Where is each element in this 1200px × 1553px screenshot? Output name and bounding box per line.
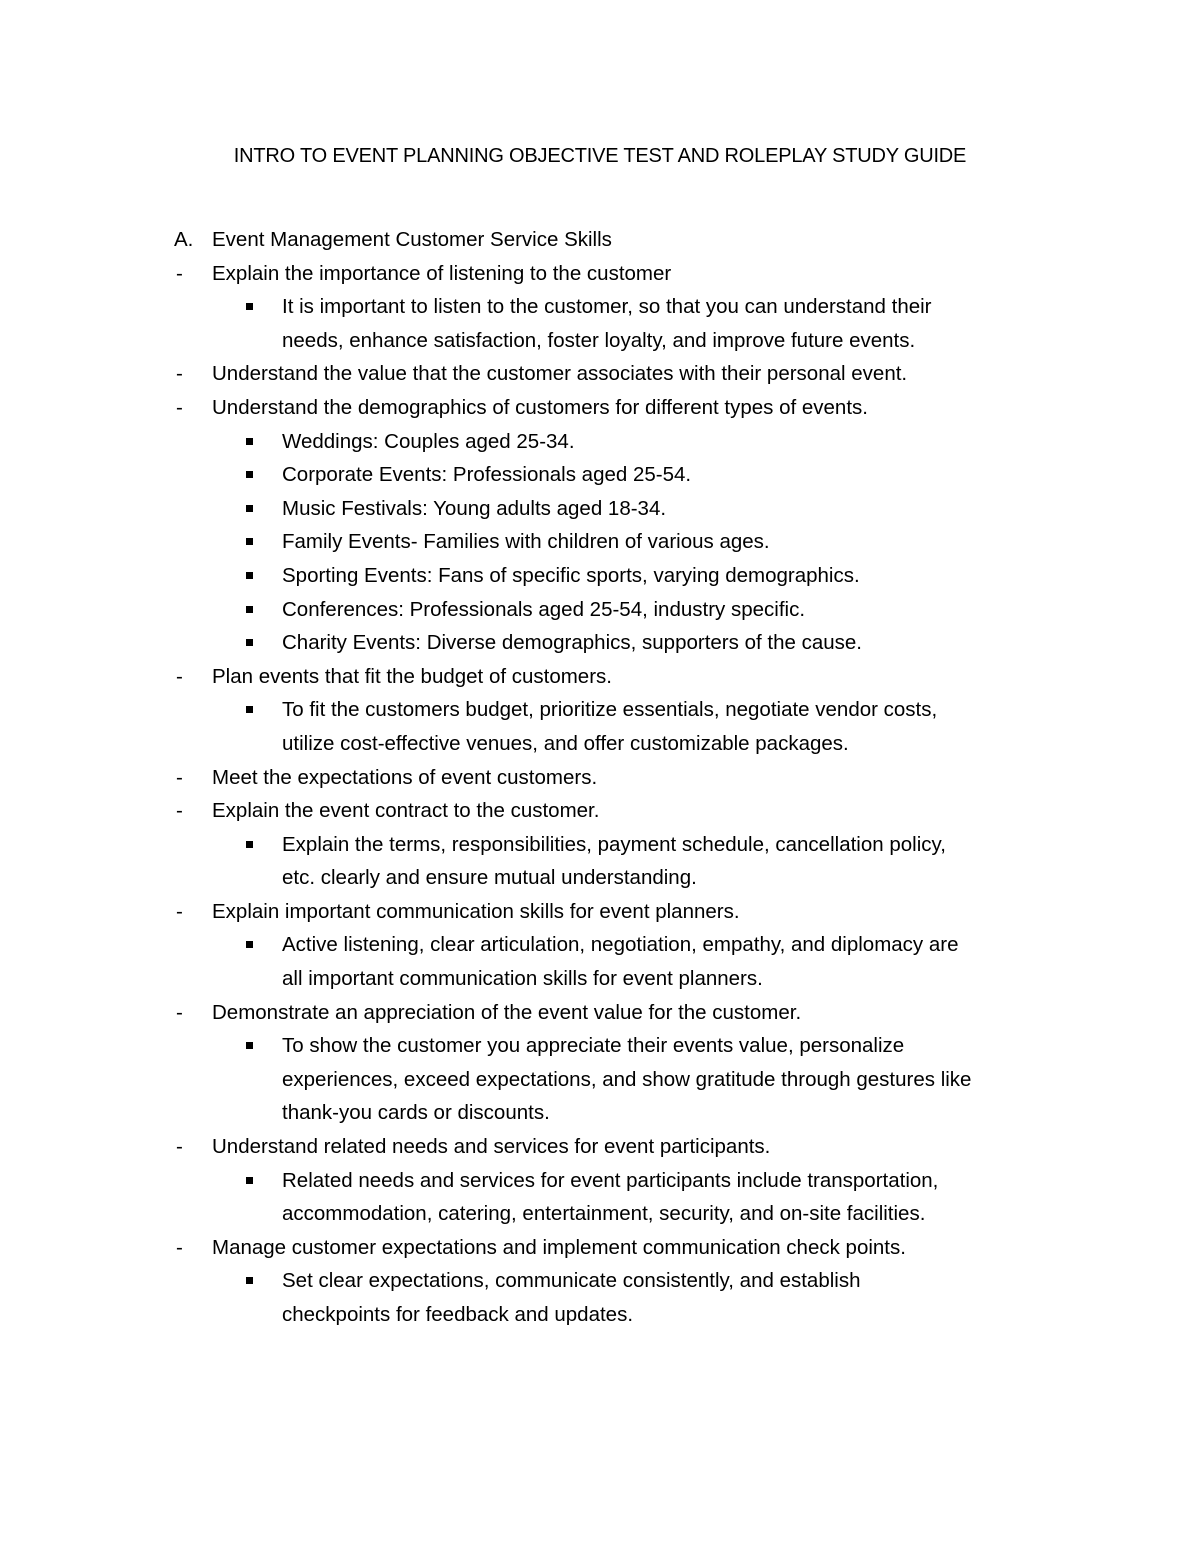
sub-item-continuation xyxy=(0,727,1200,761)
sub-item xyxy=(0,290,1200,324)
sub-item-text: Explain the terms, responsibilities, payment schedule, cancellation policy, xyxy=(282,832,946,856)
square-bullet-icon xyxy=(246,606,253,613)
list-item xyxy=(0,1130,1200,1164)
sub-item-text: accommodation, catering, entertainment, security, and on-site facilities. xyxy=(282,1202,926,1226)
sub-item-text: Active listening, clear articulation, negotiation, empathy, and diplomacy are xyxy=(282,933,959,957)
sub-item-continuation xyxy=(0,1298,1200,1332)
list-item-text: Explain the event contract to the customer. xyxy=(212,799,600,823)
square-bullet-icon xyxy=(246,572,253,579)
dash-marker: - xyxy=(176,1235,183,1259)
dash-marker: - xyxy=(176,799,183,823)
list-item-text: Understand the demographics of customers for different types of events. xyxy=(212,395,868,419)
square-bullet-icon xyxy=(246,941,253,948)
list-item-text: Explain important communication skills for event planners. xyxy=(212,899,740,923)
dash-marker: - xyxy=(176,261,183,285)
list-item-text: Manage customer expectations and implement communication check points. xyxy=(212,1235,906,1259)
sub-item-text: To fit the customers budget, prioritize essentials, negotiate vendor costs, xyxy=(282,698,938,722)
list-item xyxy=(0,794,1200,828)
sub-item-text: utilize cost-effective venues, and offer customizable packages. xyxy=(282,731,849,755)
list-item xyxy=(0,257,1200,291)
sub-item xyxy=(0,593,1200,627)
list-item xyxy=(0,996,1200,1030)
dash-marker: - xyxy=(176,664,183,688)
sub-item xyxy=(0,492,1200,526)
section-heading: Event Management Customer Service Skills xyxy=(212,228,612,251)
sub-item-continuation xyxy=(0,1197,1200,1231)
sub-item xyxy=(0,525,1200,559)
sub-item-continuation xyxy=(0,1096,1200,1130)
sub-item-text: Related needs and services for event participants include transportation, xyxy=(282,1168,939,1192)
list-item-text: Understand the value that the customer associates with their personal event. xyxy=(212,362,908,386)
square-bullet-icon xyxy=(246,438,253,445)
list-item-text: Demonstrate an appreciation of the event value for the customer. xyxy=(212,1000,802,1024)
square-bullet-icon xyxy=(246,303,253,310)
sub-item-text: To show the customer you appreciate their events value, personalize xyxy=(282,1034,905,1058)
dash-marker: - xyxy=(176,395,183,419)
sub-item-text: Corporate Events: Professionals aged 25-54. xyxy=(282,463,692,487)
list-item xyxy=(0,1231,1200,1265)
square-bullet-icon xyxy=(246,505,253,512)
sub-item-text: Sporting Events: Fans of specific sports, varying demographics. xyxy=(282,563,860,587)
list-item xyxy=(0,391,1200,425)
sub-item-continuation xyxy=(0,962,1200,996)
dash-marker: - xyxy=(176,899,183,923)
sub-item-text: needs, enhance satisfaction, foster loyalty, and improve future events. xyxy=(282,328,916,352)
square-bullet-icon xyxy=(246,538,253,545)
square-bullet-icon xyxy=(246,1042,253,1049)
dash-marker: - xyxy=(176,1000,183,1024)
list-item xyxy=(0,761,1200,795)
square-bullet-icon xyxy=(246,841,253,848)
sub-item-text: Family Events- Families with children of various ages. xyxy=(282,530,770,554)
list-item xyxy=(0,660,1200,694)
section-marker: A. xyxy=(174,228,194,251)
dash-marker: - xyxy=(176,1135,183,1159)
sub-item xyxy=(0,458,1200,492)
list-item xyxy=(0,357,1200,391)
sub-item-continuation xyxy=(0,861,1200,895)
sub-item-text: Conferences: Professionals aged 25-54, industry specific. xyxy=(282,597,806,621)
sub-item-text: Charity Events: Diverse demographics, supporters of the cause. xyxy=(282,631,862,655)
list-item-text: Plan events that fit the budget of customers. xyxy=(212,664,612,688)
section-heading-line xyxy=(0,223,1200,257)
list-item-text: Understand related needs and services for event participants. xyxy=(212,1135,771,1159)
sub-item-text: Weddings: Couples aged 25-34. xyxy=(282,429,575,453)
document-content xyxy=(0,223,1200,1332)
square-bullet-icon xyxy=(246,639,253,646)
sub-item-text: It is important to listen to the customer, so that you can understand their xyxy=(282,295,932,319)
sub-item-text: checkpoints for feedback and updates. xyxy=(282,1303,634,1326)
square-bullet-icon xyxy=(246,1177,253,1184)
square-bullet-icon xyxy=(246,1277,253,1284)
list-item-text: Explain the importance of listening to the customer xyxy=(212,261,672,285)
sub-item xyxy=(0,1164,1200,1198)
sub-item xyxy=(0,425,1200,459)
document-title: INTRO TO EVENT PLANNING OBJECTIVE TEST AND ROLEPLAY STUDY GUIDE xyxy=(233,145,967,167)
sub-item-text: etc. clearly and ensure mutual understanding. xyxy=(282,866,697,890)
sub-item xyxy=(0,928,1200,962)
sub-item xyxy=(0,1029,1200,1063)
list-item-text: Meet the expectations of event customers. xyxy=(212,765,598,789)
sub-item-continuation xyxy=(0,324,1200,358)
sub-item xyxy=(0,693,1200,727)
item-list xyxy=(0,257,1200,1332)
sub-item-text: thank-you cards or discounts. xyxy=(282,1101,550,1125)
sub-item-text: experiences, exceed expectations, and show gratitude through gestures like xyxy=(282,1067,972,1091)
square-bullet-icon xyxy=(246,471,253,478)
sub-item xyxy=(0,626,1200,660)
dash-marker: - xyxy=(176,362,183,386)
sub-item xyxy=(0,1264,1200,1298)
sub-item-text: all important communication skills for event planners. xyxy=(282,967,763,991)
sub-item xyxy=(0,828,1200,862)
sub-item xyxy=(0,559,1200,593)
sub-item-continuation xyxy=(0,1063,1200,1097)
sub-item-text: Set clear expectations, communicate consistently, and establish xyxy=(282,1269,861,1293)
square-bullet-icon xyxy=(246,706,253,713)
list-item xyxy=(0,895,1200,929)
dash-marker: - xyxy=(176,765,183,789)
sub-item-text: Music Festivals: Young adults aged 18-34. xyxy=(282,496,667,520)
